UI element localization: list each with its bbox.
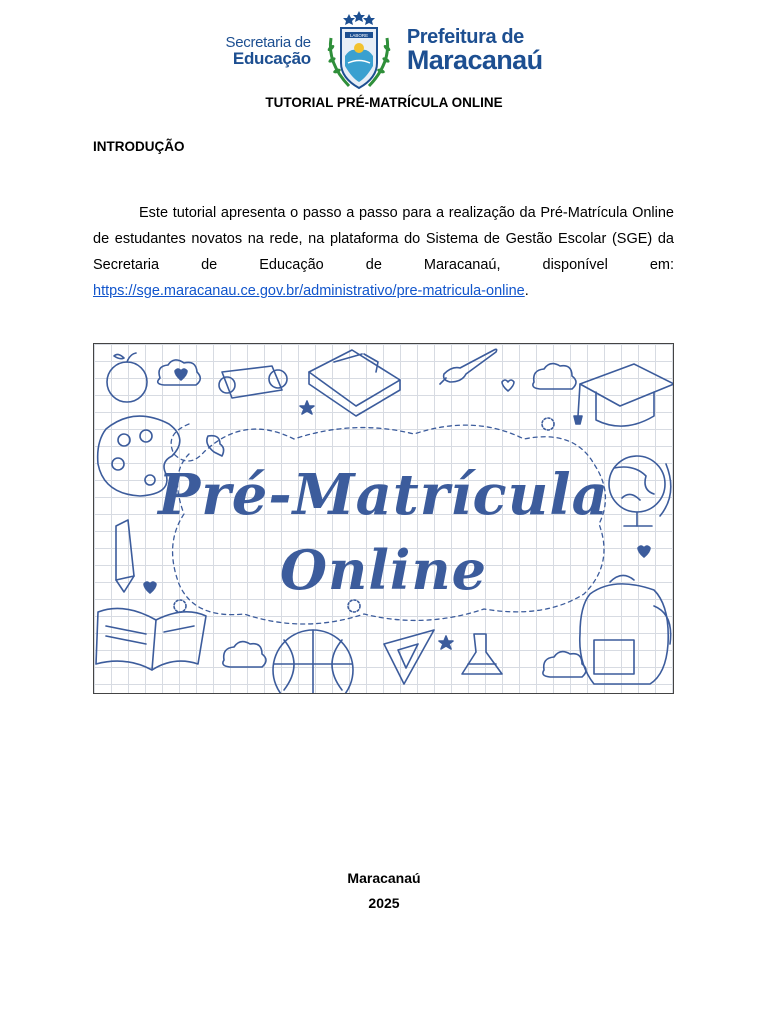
pre-matricula-link[interactable]: https://sge.maracanau.ce.gov.br/administrativo/pre-matricula-online: [93, 282, 525, 299]
flask-icon: [462, 634, 502, 674]
crest-icon: [319, 8, 399, 93]
cloud-icon: [543, 652, 586, 677]
heart-icon: [175, 369, 187, 380]
footer-year: 2025: [368, 895, 400, 911]
paintbrush-icon: [440, 349, 497, 384]
secretaria-logo-line2: Educação: [232, 48, 311, 68]
intro-text: Este tutorial apresenta o passo a passo para a realização da Pré-Matrícula Online de estudantes novatos na rede, na plataforma do Sistema de Gestão Escolar (SGE) da Secretaria de Educação de Maracanaú, disponível em:: [93, 204, 674, 273]
prefeitura-logo-line1: Prefeitura de: [406, 26, 524, 48]
cloud-icon: [533, 364, 576, 389]
graduation-cap-icon: [574, 364, 673, 426]
book-icon: [309, 350, 400, 416]
diploma-icon: [219, 366, 287, 398]
document-title: TUTORIAL PRÉ-MATRÍCULA ONLINE: [265, 95, 503, 110]
footer-city: Maracanaú: [347, 870, 421, 886]
prefeitura-logo: [407, 27, 543, 74]
star-icon: [300, 401, 314, 414]
cloud-icon: [223, 642, 266, 667]
document-header: [0, 8, 768, 93]
star-icon: [439, 636, 453, 649]
secretaria-logo: [226, 35, 311, 67]
intro-period: .: [524, 282, 529, 299]
dashed-circle-icon: [542, 418, 554, 430]
heart-outline-icon: [502, 380, 514, 391]
banner-title-line2: Online: [280, 538, 487, 602]
intro-paragraph: [93, 200, 674, 304]
basketball-icon: [273, 630, 353, 693]
pre-matricula-banner: [93, 343, 674, 694]
apple-icon: [107, 353, 147, 402]
open-book-icon: [96, 608, 206, 670]
banner-title-line1: Pré-Matrícula: [158, 462, 609, 528]
prefeitura-logo-line2: Maracanaú: [406, 45, 543, 75]
secretaria-logo-line1: Secretaria de: [225, 33, 311, 51]
section-heading: INTRODUÇÃO: [93, 139, 185, 154]
triangle-ruler-icon: [384, 630, 434, 684]
crest-label: LABORE: [349, 33, 368, 38]
